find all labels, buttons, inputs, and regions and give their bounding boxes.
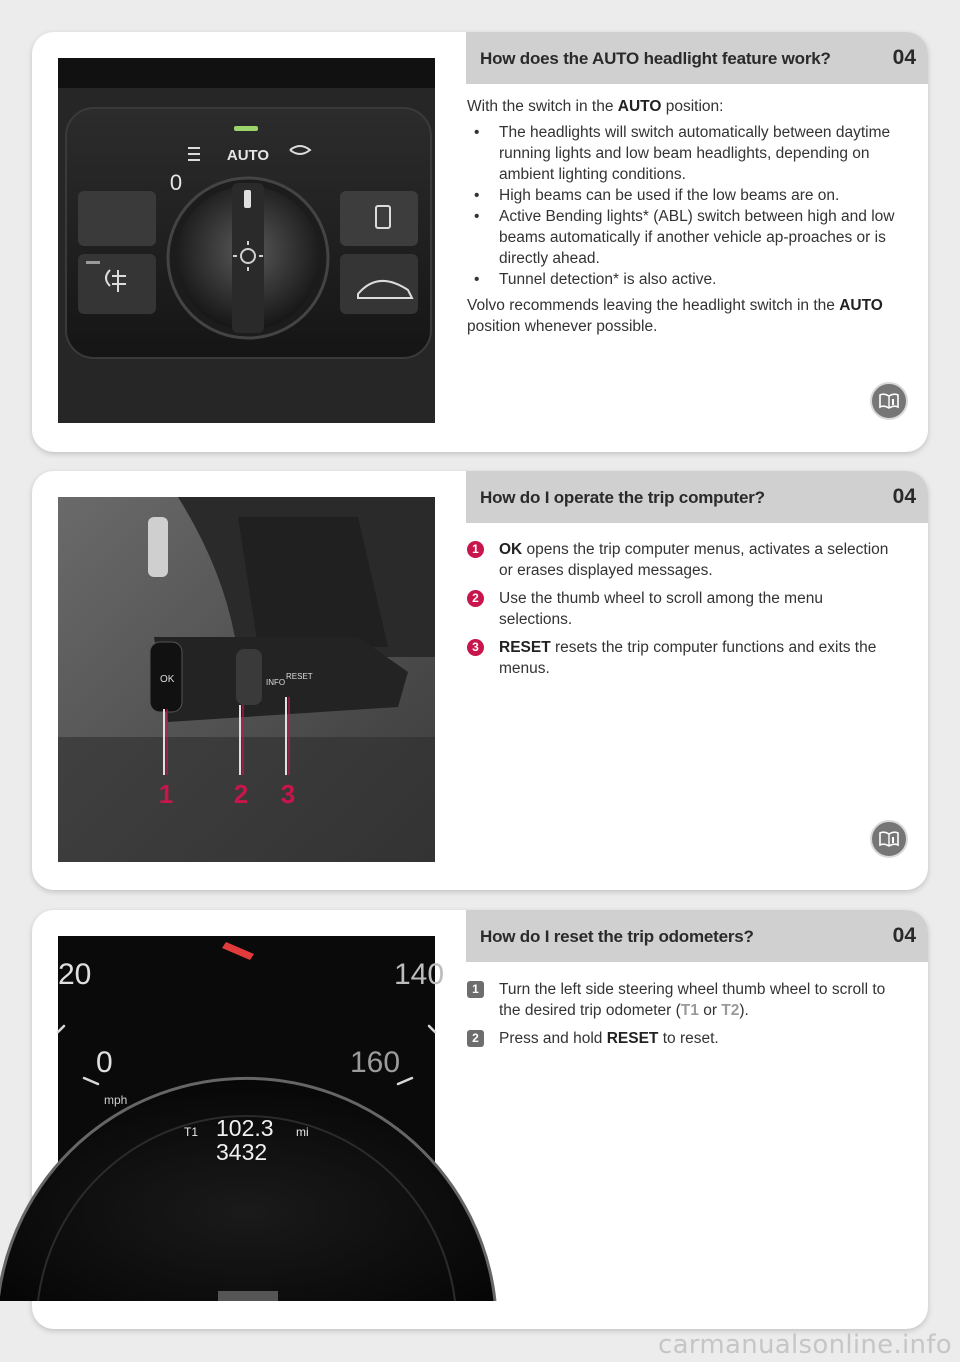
section-body — [467, 96, 897, 342]
list-item-text: The headlights will switch automatically between daytime running lights and low beam headlights, depending on ambient lighting conditions. — [499, 124, 891, 183]
t2-text: T2 — [721, 1002, 740, 1019]
trip-computer-stalk-photo — [58, 497, 435, 862]
step-text-or: or — [698, 1002, 722, 1019]
closing-post: position whenever possible. — [467, 318, 658, 335]
step-text: resets the trip computer functions and exits the menus. — [499, 639, 877, 677]
speed-140-label: 140 — [394, 958, 445, 991]
step-number-badge: 1 — [467, 981, 484, 998]
callout-2: 2 — [233, 779, 249, 809]
section-auto-headlight — [32, 32, 928, 452]
step-item — [467, 588, 897, 630]
section-trip-computer — [32, 471, 928, 890]
speed-0-label: 0 — [96, 1046, 113, 1079]
step-text: opens the trip computer menus, activates a selection or erases displayed messages. — [499, 541, 889, 579]
chapter-number: 04 — [892, 46, 916, 69]
section-body — [467, 539, 897, 686]
odometer-reading: 3432 — [216, 1139, 268, 1165]
closing-auto: AUTO — [839, 297, 883, 314]
mph-label: mph — [104, 1093, 128, 1107]
speedometer-photo — [58, 936, 445, 1301]
book-info-icon[interactable] — [870, 382, 908, 420]
step-text: Press and hold — [499, 1030, 607, 1047]
section-header — [466, 910, 928, 962]
callout-3: 3 — [280, 779, 296, 809]
step-number-badge: 1 — [467, 541, 484, 558]
book-info-icon[interactable] — [870, 820, 908, 858]
callout-1: 1 — [158, 779, 174, 809]
list-item: • High beams can be used if the low beams are on. — [474, 187, 840, 204]
step-keyword: RESET — [606, 1030, 659, 1047]
speed-160-label: 160 — [350, 1046, 401, 1079]
closing-pre: Volvo recommends leaving the headlight switch in the — [467, 297, 840, 314]
list-item-text: Tunnel detection* is also active. — [499, 271, 717, 288]
watermark: carmanualsonline.info — [657, 1330, 952, 1360]
section-title: How do I reset the trip odometers? — [480, 927, 754, 946]
auto-label: AUTO — [226, 147, 270, 164]
step-keyword: RESET — [499, 639, 551, 656]
t1-label: T1 — [184, 1125, 199, 1139]
off-label: 0 — [169, 170, 183, 195]
reset-label: RESET — [286, 672, 313, 681]
chapter-number: 04 — [892, 485, 916, 508]
step-text: Use the thumb wheel to scroll among the menu selections. — [499, 590, 823, 628]
step-number-badge: 3 — [467, 639, 484, 656]
mi-label: mi — [296, 1125, 309, 1139]
intro-post: position: — [661, 98, 724, 115]
chapter-number: 04 — [892, 924, 916, 947]
closing-text — [467, 295, 897, 337]
section-header — [466, 32, 928, 84]
step-keyword: OK — [499, 541, 523, 558]
intro-pre: With the switch in the — [467, 98, 618, 115]
step-number-badge: 2 — [467, 590, 484, 607]
intro-auto: AUTO — [617, 98, 662, 115]
step-text-end: to reset. — [658, 1030, 719, 1047]
list-item-text: Active Bending lights* (ABL) switch between high and low beams automatically if another vehicle ap-proaches or is directly ahead. — [499, 208, 895, 267]
trip-reading: 102.3 — [216, 1115, 274, 1141]
list-item: • Active Bending lights* (ABL) switch between high and low beams automatically if another vehicle ap-proaches or is directly ahead. — [474, 208, 895, 267]
step-item — [467, 979, 897, 1021]
headlight-switch-photo — [58, 58, 435, 423]
step-item — [467, 637, 897, 679]
section-header — [466, 471, 928, 523]
step-item — [467, 1028, 897, 1049]
section-title: How does the AUTO headlight feature work? — [480, 49, 831, 68]
feature-list — [467, 122, 897, 290]
section-trip-odometers — [32, 910, 928, 1329]
section-body — [467, 979, 897, 1056]
list-item-text: High beams can be used if the low beams are on. — [499, 187, 840, 204]
step-item — [467, 539, 897, 581]
step-text-end: ). — [739, 1002, 749, 1019]
info-label: INFO — [266, 678, 286, 687]
step-text: Turn the left side steering wheel thumb wheel to scroll to the desired trip odometer ( — [499, 981, 886, 1019]
speed-20-label: 20 — [58, 958, 92, 991]
t1-text: T1 — [680, 1002, 699, 1019]
section-title: How do I operate the trip computer? — [480, 488, 765, 507]
list-item: • The headlights will switch automatically between daytime running lights and low beam headlights, depending on ambient lighting conditions. — [474, 124, 891, 183]
step-number-badge: 2 — [467, 1030, 484, 1047]
ok-button-label: OK — [160, 674, 175, 685]
intro-text — [467, 96, 897, 117]
list-item: • Tunnel detection* is also active. — [474, 271, 717, 288]
